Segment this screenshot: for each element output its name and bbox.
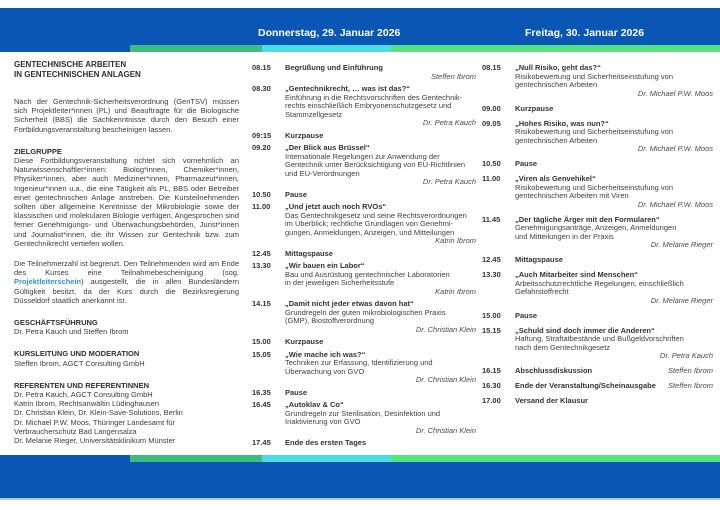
schedule-entry xyxy=(252,338,476,347)
session-title: „Autoklav & Co“ xyxy=(285,400,344,409)
time-label: 08.30 xyxy=(252,84,271,93)
time-label: 17.45 xyxy=(252,438,271,447)
session-description-line: Arbeitsschutzrechtliche Regelungen, einschließlich xyxy=(515,278,684,288)
time-label: 16.15 xyxy=(482,366,501,375)
speaker-name: Dr. Michael P.W. Moos xyxy=(637,88,713,98)
session-title: Kurzpause xyxy=(285,337,324,346)
date-day1: Donnerstag, 29. Januar 2026 xyxy=(258,27,401,39)
time-label: 09.00 xyxy=(482,103,501,113)
strip-segment-green xyxy=(130,45,262,52)
session-title: Pause xyxy=(285,189,308,199)
speaker-name: Dr. Michael P.W. Moos xyxy=(637,199,713,209)
schedule-entry xyxy=(252,132,476,141)
speaker-name: Dr. Michael P.W. Moos xyxy=(637,144,713,153)
session-description-line: im Überblick; rechtliche Grundlagen von Genehmi- xyxy=(285,219,453,228)
session-description-line: Risikobewertung und Sicherheitseinstufung von xyxy=(515,71,674,81)
session-title: „Der tägliche Ärger mit den Formularen“ xyxy=(515,214,660,224)
session-title: „Wie mache ich was?“ xyxy=(285,349,366,359)
referenten-heading: REFERENTEN UND REFERENTINNEN xyxy=(14,380,150,390)
schedule-day1-column xyxy=(252,64,476,452)
course-title-line2: IN GENTECHNISCHEN ANLAGEN xyxy=(14,70,141,79)
time-label: 08.15 xyxy=(482,63,501,72)
schedule-entry-row xyxy=(482,312,713,321)
schedule-entry-row xyxy=(482,367,713,376)
time-label: 13.30 xyxy=(252,261,271,270)
session-description-line: gungen, Anmeldungen, Anzeigen, und Mitteilungen xyxy=(285,227,455,237)
session-title: „Viren als Genvehikel“ xyxy=(515,174,596,183)
time-label: 17.00 xyxy=(482,396,501,405)
schedule-entry xyxy=(252,300,476,334)
referent-line: Katrin Ibrom, Rechtsanwältin Lüdinghausen xyxy=(14,399,160,409)
time-label: 09:15 xyxy=(252,130,272,140)
schedule-entry-row xyxy=(252,250,476,259)
kursleitung-names: Steffen Ibrom, AGCT Consulting GmbH xyxy=(14,358,145,368)
time-label: 15.00 xyxy=(482,310,501,320)
session-description-line: Haftung, Straftatbestände und Bußgeldvorschriften xyxy=(515,334,684,343)
session-title: Begrüßung und Einführung xyxy=(285,63,383,72)
footer-bar xyxy=(0,462,720,498)
speaker-name: Dr. Christian Klein xyxy=(415,425,476,435)
geschaeftsfuehrung-heading: GESCHÄFTSFÜHRUNG xyxy=(14,318,98,328)
schedule-entry xyxy=(482,382,713,391)
kursleitung-heading: KURSLEITUNG UND MODERATION xyxy=(14,349,140,359)
session-title: Ende der Veranstaltung/Scheinausgabe xyxy=(515,381,656,390)
session-description-line: und EU-Verordnungen xyxy=(285,168,360,178)
session-description-line: gentechnischen Arbeiten mit Viren xyxy=(515,191,629,200)
speaker-name: Dr. Christian Klein xyxy=(415,324,476,334)
projektleiterschein-link[interactable]: Projektleiterschein xyxy=(14,277,82,287)
schedule-entry xyxy=(482,312,713,321)
schedule-day2-column xyxy=(482,64,713,412)
schedule-entry-row xyxy=(482,397,713,406)
referent-line: Dr. Christian Klein, Dr. Klein-Save-Solutions, Berlin xyxy=(14,408,183,418)
session-title: „Auch Mitarbeiter sind Menschen“ xyxy=(515,270,638,279)
intro-paragraph: Nach der Gentechnik-Sicherheitsverordnung (GenTSV) müssen sich Projektleiter*innen (PL) und Beauftragte für die Biologische Sicherheit (BBS) die Sachkenntnisse durch den Besuch einer Fortbildungsveranstaltung bescheinigen lassen. xyxy=(14,97,239,134)
strip-segment-blue xyxy=(0,45,130,52)
speaker-name: Dr. Christian Klein xyxy=(415,375,476,384)
session-title: „Wir bauen ein Labor“ xyxy=(285,261,365,270)
schedule-entry xyxy=(482,105,713,114)
time-label: 16.30 xyxy=(482,381,501,390)
schedule-entry xyxy=(482,327,713,361)
session-description-line: Stammzellgesetz xyxy=(285,109,343,119)
footer-edge-line xyxy=(0,498,720,500)
speaker-name: Steffen Ibrom xyxy=(667,381,713,390)
course-title xyxy=(14,60,239,80)
header-accent-strip xyxy=(0,45,720,52)
teilnehmer-text-before: Die Teilnehmerzahl ist begrenzt. Den Teilnehmenden wird am Ende des Kurses eine Teilnahmebescheinigung (sog. xyxy=(14,259,239,278)
session-description-line: Grundregeln zur Sterilisation, Desinfektion und xyxy=(285,408,441,418)
strip-segment-cyan xyxy=(262,455,391,462)
session-description-line: Einführung in die Rechtsvorschriften des Gentechnik- xyxy=(285,92,463,102)
time-label: 15.15 xyxy=(482,325,501,335)
time-label: 16.45 xyxy=(252,400,271,409)
session-title: Pause xyxy=(285,387,308,397)
session-description-line: in der jeweiligen Sicherheitsstufe xyxy=(285,278,395,287)
speaker-name: Steffen Ibrom xyxy=(667,366,713,375)
time-label: 10.50 xyxy=(252,189,271,199)
session-description-line: Überwachung von GVO xyxy=(285,366,365,376)
speaker-name: Katrin Ibrom xyxy=(435,286,476,296)
session-title: Abschlussdiskussion xyxy=(515,366,593,375)
session-description-line: Gentechnik unter Berücksichtigung von EU-Richtlinien xyxy=(285,160,466,169)
schedule-entry xyxy=(252,401,476,435)
zielgruppe-heading: ZIELGRUPPE xyxy=(14,146,62,156)
session-title: Pause xyxy=(515,159,538,168)
session-description-line: gentechnischen Arbeiten xyxy=(515,135,598,145)
strip-segment-cyan xyxy=(262,45,391,52)
strip-segment-lightgreen xyxy=(391,45,720,52)
referent-line: Dr. Michael P.W. Moos, Thüringer Landesamt für Verbraucherschutz Bad Langensalza xyxy=(14,417,176,436)
schedule-entry xyxy=(482,216,713,250)
session-description-line: (GMP), Biostoffverordnung xyxy=(285,316,375,325)
referent-line: Dr. Melanie Rieger, Universitätsklinikum Münster xyxy=(14,436,176,446)
speaker-name: Dr. Melanie Rieger xyxy=(650,295,713,305)
schedule-entry xyxy=(252,351,476,385)
schedule-entry xyxy=(482,175,713,209)
zielgruppe-paragraph: Diese Fortbildungsveranstaltung richtet sich vornehmlich an Naturwissenschaftler*innen: Biolog*innen, Chemiker*innen, Physiker*innen, aber auch Mediziner*innen, Pharmazeut*innen, Ingenieur*innen u.a., die eine Tätigkeit als PL, BBS oder Betreiber einer gentechnischen Anlage anstreben. Die Kursteilnehmenden sollten über allgemeine Kenntnisse der Mikrobiologie sowie der klassischen und molekularen Biologie verfügen. Angesprochen sind ferner Genehmigungs- und Überwachungsbehörden, Jurist*innen und Journalist*innen, die ihr Wissen zur Gentechnik bzw. zum Gentechnikrecht vertiefen wollen. xyxy=(14,156,239,248)
session-title: Pause xyxy=(515,310,538,320)
session-description-line: nach dem Gentechnikgesetz xyxy=(515,342,611,352)
session-description-line: Techniken zur Erfassung, Identifizierung und xyxy=(285,358,433,367)
schedule-entry xyxy=(482,397,713,406)
sidebar xyxy=(14,60,239,492)
time-label: 11.00 xyxy=(252,202,271,211)
schedule-entry-row xyxy=(252,191,476,200)
session-description-line: Bau und Ausrüstung gentechnischer Laboratorien xyxy=(285,269,450,279)
time-label: 14.15 xyxy=(252,299,271,308)
strip-segment-lightgreen xyxy=(391,455,720,462)
strip-segment-blue xyxy=(0,455,130,462)
time-label: 09.20 xyxy=(252,143,271,152)
session-description-line: Risikobewertung und Sicherheitseinstufung von xyxy=(515,127,674,136)
time-label: 10.50 xyxy=(482,159,501,168)
teilnehmer-text-after: ) ausgestellt, die in allen Bundesländern Gültigkeit besitzt, da der Kurs durch die Bezirksregierung Düsseldorf staatlich anerkannt ist. xyxy=(14,277,239,305)
schedule-entry xyxy=(252,85,476,128)
time-label: 09.05 xyxy=(482,118,501,128)
schedule-entry xyxy=(252,439,476,448)
schedule-entry-row xyxy=(252,389,476,398)
schedule-entry xyxy=(252,389,476,398)
speaker-name: Steffen Ibrom xyxy=(430,71,476,81)
schedule-entry xyxy=(482,120,713,154)
session-description-line: Gefahrstoffrecht xyxy=(515,287,569,296)
schedule-entry xyxy=(482,271,713,305)
schedule-entry xyxy=(252,250,476,259)
date-day2: Freitag, 30. Januar 2026 xyxy=(525,27,645,39)
session-description-line: Internationale Regelungen zur Anwendung der xyxy=(285,151,440,161)
schedule-entry xyxy=(482,64,713,98)
schedule-entry-row xyxy=(482,256,713,265)
schedule-entry xyxy=(252,262,476,296)
session-title: „Damit nicht jeder etwas davon hat“ xyxy=(285,299,414,308)
schedule-entry xyxy=(482,256,713,265)
session-title: „Hohes Risiko, was nun?“ xyxy=(515,118,609,128)
session-description-line: Grundregeln der guten mikrobiologischen Praxis xyxy=(285,307,446,317)
session-title: „Und jetzt auch noch RVOs“ xyxy=(285,202,387,211)
time-label: 15.05 xyxy=(252,349,271,359)
strip-segment-green xyxy=(130,455,262,462)
schedule-entry xyxy=(252,64,476,81)
schedule-entry-row xyxy=(482,105,713,114)
schedule-entry-row xyxy=(252,132,476,141)
session-title: Ende des ersten Tages xyxy=(285,438,367,447)
time-label: 11.45 xyxy=(482,214,501,224)
session-title: „Schuld sind doch immer die Anderen“ xyxy=(515,325,655,335)
time-label: 12.45 xyxy=(252,248,271,258)
session-title: Mittagspause xyxy=(515,255,563,264)
schedule-entry-row xyxy=(252,338,476,347)
session-description-line: Genehmigungsanträge, Anzeigen, Anmeldungen xyxy=(515,223,677,232)
schedule-entry xyxy=(252,144,476,187)
speaker-name: Katrin Ibrom xyxy=(435,236,476,245)
speaker-name: Dr. Petra Kauch xyxy=(422,118,476,127)
schedule-entry xyxy=(482,160,713,169)
time-label: 08.15 xyxy=(252,63,271,72)
schedule-entry-row xyxy=(252,439,476,448)
session-title: Kurzpause xyxy=(285,130,324,140)
time-label: 16.35 xyxy=(252,387,271,397)
session-title: Mittagspause xyxy=(285,248,333,258)
session-title: „Gentechnikrecht, … was ist das?“ xyxy=(285,84,411,93)
session-description-line: Inaktivierung von GVO xyxy=(285,417,361,426)
time-label: 13.30 xyxy=(482,270,501,279)
referenten-list xyxy=(14,390,239,445)
time-label: 12.45 xyxy=(482,255,501,264)
session-description-line: Das Gentechnikgesetz und seine Rechtsverordnungen xyxy=(285,210,467,220)
session-title: Versand der Klausur xyxy=(515,396,588,405)
referent-line: Dr. Petra Kauch, AGCT Consulting GmbH xyxy=(14,390,153,400)
session-description-line: und Mitteilungen in der Praxis xyxy=(515,231,614,241)
schedule-entry-row xyxy=(482,160,713,169)
session-description-line: gentechnischen Arbeiten xyxy=(515,80,598,89)
geschaeftsfuehrung-names: Dr. Petra Kauch und Steffen Ibrom xyxy=(14,327,129,337)
schedule-entry-row xyxy=(482,382,713,391)
schedule-entry xyxy=(252,203,476,246)
speaker-name: Dr. Melanie Rieger xyxy=(650,240,713,249)
session-description-line: Risikobewertung und Sicherheitseinstufung von xyxy=(515,182,674,192)
schedule-entry xyxy=(482,367,713,376)
session-title: Kurzpause xyxy=(515,103,554,113)
teilnehmer-paragraph xyxy=(14,259,239,305)
time-label: 11.00 xyxy=(482,174,501,183)
course-title-line1: GENTECHNISCHE ARBEITEN xyxy=(14,60,127,69)
session-title: „Null Risiko, geht das?“ xyxy=(515,63,601,72)
schedule-entry xyxy=(252,191,476,200)
speaker-name: Dr. Petra Kauch xyxy=(659,351,713,360)
time-label: 15.00 xyxy=(252,337,271,346)
speaker-name: Dr. Petra Kauch xyxy=(422,177,476,186)
footer-accent-strip xyxy=(0,455,720,462)
session-description-line: rechts einschließlich Embryonenschutzgesetz und xyxy=(285,101,452,110)
session-title: „Der Blick aus Brüssel“ xyxy=(285,143,370,152)
